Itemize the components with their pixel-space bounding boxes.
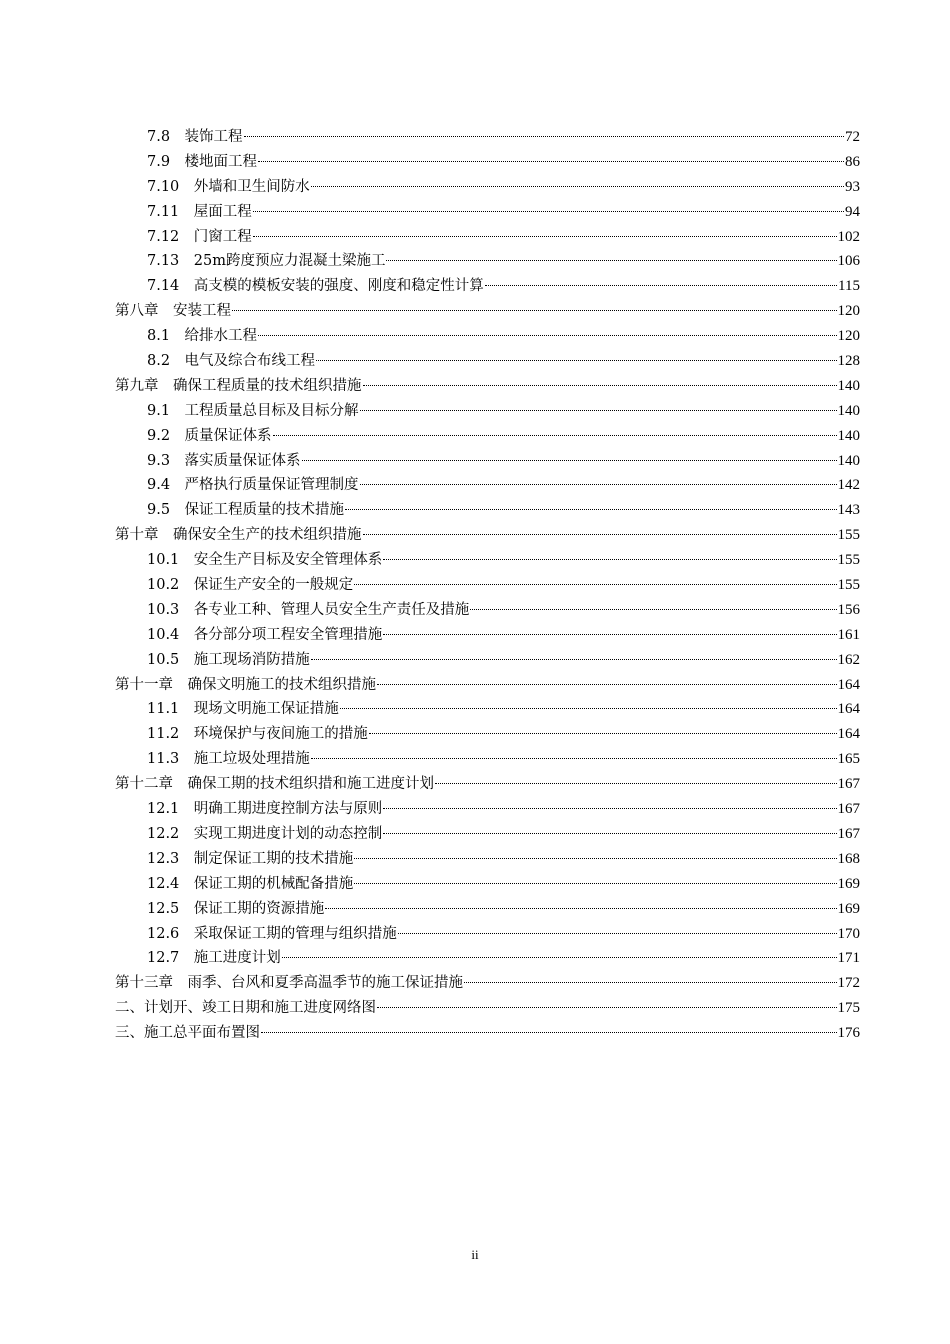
- toc-entry-title: 9.5 保证工程质量的技术措施: [147, 502, 345, 519]
- toc-entry[interactable]: [115, 747, 860, 772]
- toc-entry[interactable]: [115, 996, 860, 1021]
- toc-entry-title: 12.6 采取保证工期的管理与组织措施: [147, 925, 397, 942]
- toc-entry-title: 8.2 电气及综合布线工程: [147, 353, 316, 370]
- toc-entry[interactable]: [115, 872, 860, 897]
- toc-entry-page: 120: [837, 303, 860, 320]
- toc-entry-title: 7.11 屋面工程: [147, 203, 252, 220]
- toc-entry-page: 155: [837, 577, 860, 594]
- toc-entry-title: 7.13 25m跨度预应力混凝土梁施工: [147, 253, 386, 270]
- toc-entry-page: 156: [837, 601, 860, 618]
- toc-entry-title: 10.4 各分部分项工程安全管理措施: [147, 626, 383, 643]
- dot-leader: [282, 957, 837, 958]
- toc-entry-page: 140: [837, 402, 860, 419]
- toc-entry-page: 170: [837, 925, 860, 942]
- toc-entry-title: 11.1 现场文明施工保证措施: [147, 701, 339, 718]
- toc-entry-title: 二、计划开、竣工日期和施工进度网络图: [115, 1000, 376, 1017]
- dot-leader: [354, 858, 836, 859]
- toc-entry-title: 10.2 保证生产安全的一般规定: [147, 577, 354, 594]
- dot-leader: [470, 609, 836, 610]
- toc-entry[interactable]: [115, 648, 860, 673]
- toc-entry-page: 167: [837, 801, 860, 818]
- toc-entry-title: 8.1 给排水工程: [147, 328, 258, 345]
- toc-entry-title: 11.3 施工垃圾处理措施: [147, 751, 310, 768]
- dot-leader: [383, 634, 836, 635]
- toc-entry-page: 120: [837, 328, 860, 345]
- toc-entry[interactable]: [115, 473, 860, 498]
- toc-entry-page: 115: [838, 278, 860, 295]
- toc-entry-title: 9.4 严格执行质量保证管理制度: [147, 477, 359, 494]
- toc-entry[interactable]: [115, 897, 860, 922]
- toc-entry[interactable]: [115, 150, 860, 175]
- toc-entry[interactable]: [115, 175, 860, 200]
- dot-leader: [363, 534, 837, 535]
- toc-entry-page: 172: [837, 975, 860, 992]
- toc-entry-title: 9.2 质量保证体系: [147, 427, 272, 444]
- dot-leader: [345, 509, 836, 510]
- toc-entry-page: 102: [837, 228, 860, 245]
- dot-leader: [464, 982, 837, 983]
- toc-entry[interactable]: [115, 249, 860, 274]
- toc-entry-title: 第九章 确保工程质量的技术组织措施: [115, 377, 362, 394]
- toc-entry-title: 12.5 保证工期的资源措施: [147, 900, 325, 917]
- toc-entry-title: 12.3 制定保证工期的技术措施: [147, 850, 354, 867]
- table-of-contents: [115, 125, 860, 1046]
- dot-leader: [316, 360, 836, 361]
- toc-entry-title: 9.3 落实质量保证体系: [147, 452, 301, 469]
- toc-entry-title: 7.8 装饰工程: [147, 129, 243, 145]
- toc-entry[interactable]: [115, 424, 860, 449]
- toc-entry[interactable]: [115, 598, 860, 623]
- toc-entry[interactable]: [115, 822, 860, 847]
- dot-leader: [369, 733, 837, 734]
- dot-leader: [325, 908, 836, 909]
- toc-entry-page: 93: [845, 178, 860, 195]
- toc-entry[interactable]: [115, 697, 860, 722]
- toc-entry-title: 第十一章 确保文明施工的技术组织措施: [115, 676, 376, 693]
- dot-leader: [261, 1032, 837, 1033]
- toc-entry[interactable]: [115, 324, 860, 349]
- toc-entry-title: 第十章 确保安全生产的技术组织措施: [115, 527, 362, 544]
- dot-leader: [363, 385, 837, 386]
- toc-entry[interactable]: [115, 573, 860, 598]
- toc-entry[interactable]: [115, 673, 860, 698]
- toc-entry-title: 7.12 门窗工程: [147, 228, 252, 245]
- toc-entry-page: 167: [837, 776, 860, 793]
- dot-leader: [386, 260, 836, 261]
- toc-entry[interactable]: [115, 772, 860, 797]
- dot-leader: [377, 1007, 837, 1008]
- dot-leader: [354, 584, 836, 585]
- dot-leader: [340, 708, 837, 709]
- toc-entry-title: 7.14 高支模的模板安装的强度、刚度和稳定性计算: [147, 278, 484, 295]
- dot-leader: [253, 211, 844, 212]
- toc-entry[interactable]: [115, 523, 860, 548]
- toc-entry-title: 10.3 各专业工种、管理人员安全生产责任及措施: [147, 601, 470, 618]
- toc-entry-page: 155: [837, 552, 860, 569]
- dot-leader: [273, 435, 837, 436]
- dot-leader: [383, 808, 836, 809]
- toc-entry-page: 140: [837, 427, 860, 444]
- toc-entry-page: 167: [837, 825, 860, 842]
- toc-entry[interactable]: [115, 1021, 860, 1046]
- toc-entry[interactable]: [115, 797, 860, 822]
- toc-entry-title: 第十三章 雨季、台风和夏季高温季节的施工保证措施: [115, 975, 463, 992]
- dot-leader: [258, 161, 844, 162]
- toc-entry-title: 第八章 安装工程: [115, 303, 231, 320]
- toc-entry-page: 161: [837, 626, 860, 643]
- toc-entry-title: 12.7 施工进度计划: [147, 950, 281, 967]
- toc-entry[interactable]: [115, 498, 860, 523]
- toc-entry[interactable]: [115, 374, 860, 399]
- toc-entry-page: 106: [837, 253, 860, 270]
- toc-entry-title: 12.2 实现工期进度计划的动态控制: [147, 825, 383, 842]
- toc-entry[interactable]: [115, 125, 860, 150]
- dot-leader: [360, 410, 837, 411]
- dot-leader: [253, 236, 837, 237]
- toc-entry[interactable]: [115, 299, 860, 324]
- toc-entry-page: 164: [837, 701, 860, 718]
- toc-entry-page: 94: [845, 203, 860, 220]
- toc-entry-page: 142: [837, 477, 860, 494]
- dot-leader: [360, 484, 837, 485]
- toc-entry-page: 165: [837, 751, 860, 768]
- dot-leader: [354, 883, 836, 884]
- toc-entry-page: 164: [837, 726, 860, 743]
- toc-entry-page: 128: [837, 353, 860, 370]
- toc-entry[interactable]: [115, 200, 860, 225]
- toc-entry-page: 72: [845, 129, 860, 145]
- toc-entry[interactable]: [115, 548, 860, 573]
- toc-entry[interactable]: [115, 225, 860, 250]
- toc-entry-page: 169: [837, 900, 860, 917]
- toc-entry-page: 162: [837, 651, 860, 668]
- toc-entry-title: 7.10 外墙和卫生间防水: [147, 178, 310, 195]
- toc-entry-page: 143: [837, 502, 860, 519]
- toc-entry-page: 155: [837, 527, 860, 544]
- dot-leader: [258, 335, 836, 336]
- dot-leader: [398, 933, 837, 934]
- toc-entry-title: 12.1 明确工期进度控制方法与原则: [147, 801, 383, 818]
- toc-entry-page: 171: [837, 950, 860, 967]
- toc-entry[interactable]: [115, 399, 860, 424]
- toc-entry-page: 140: [837, 452, 860, 469]
- dot-leader: [383, 559, 836, 560]
- toc-entry[interactable]: [115, 847, 860, 872]
- page-number: ii: [471, 1247, 479, 1262]
- toc-entry[interactable]: [115, 449, 860, 474]
- toc-entry[interactable]: [115, 971, 860, 996]
- toc-entry-page: 175: [837, 1000, 860, 1017]
- toc-entry-title: 12.4 保证工期的机械配备措施: [147, 875, 354, 892]
- dot-leader: [377, 684, 837, 685]
- dot-leader: [485, 285, 837, 286]
- dot-leader: [383, 833, 836, 834]
- toc-entry[interactable]: [115, 623, 860, 648]
- toc-entry[interactable]: [115, 946, 860, 971]
- toc-entry-page: 164: [837, 676, 860, 693]
- toc-entry-page: 86: [845, 153, 860, 170]
- dot-leader: [244, 136, 844, 137]
- toc-entry-page: 140: [837, 377, 860, 394]
- dot-leader: [311, 186, 844, 187]
- toc-entry-page: 176: [837, 1025, 860, 1042]
- toc-entry[interactable]: [115, 349, 860, 374]
- toc-entry[interactable]: [115, 722, 860, 747]
- toc-entry-title: 第十二章 确保工期的技术组织措和施工进度计划: [115, 776, 434, 793]
- toc-entry[interactable]: [115, 274, 860, 299]
- toc-entry-title: 11.2 环境保护与夜间施工的措施: [147, 726, 368, 743]
- toc-entry-page: 168: [837, 850, 860, 867]
- dot-leader: [435, 783, 837, 784]
- dot-leader: [232, 310, 837, 311]
- toc-entry-page: 169: [837, 875, 860, 892]
- dot-leader: [302, 460, 837, 461]
- dot-leader: [311, 758, 837, 759]
- toc-entry-title: 7.9 楼地面工程: [147, 153, 258, 170]
- toc-entry-title: 10.1 安全生产目标及安全管理体系: [147, 552, 383, 569]
- toc-entry-title: 三、施工总平面布置图: [115, 1025, 260, 1042]
- toc-entry-title: 10.5 施工现场消防措施: [147, 651, 310, 668]
- toc-entry-title: 9.1 工程质量总目标及目标分解: [147, 402, 359, 419]
- toc-entry[interactable]: [115, 922, 860, 947]
- dot-leader: [311, 659, 837, 660]
